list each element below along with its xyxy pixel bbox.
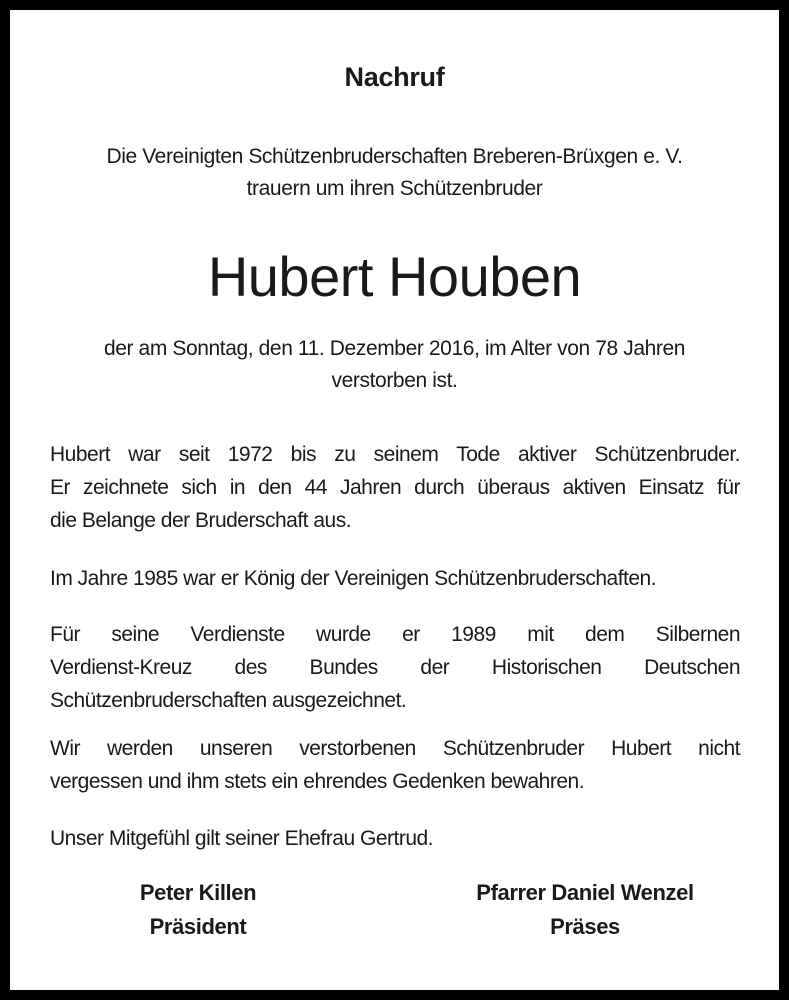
death-notice <box>10 333 779 397</box>
paragraph-line: Hubert war seit 1972 bis zu seinem Tode aktiver Schützenbruder. <box>50 443 740 466</box>
signature-president <box>48 876 348 944</box>
paragraph-line: Schützenbruderschaften ausgezeichnet. <box>50 689 407 712</box>
paragraph-line: Unser Mitgefühl gilt seiner Ehefrau Gertrud. <box>50 827 434 850</box>
signature-name: Peter Killen <box>139 880 257 905</box>
signature-praeses <box>435 876 735 944</box>
paragraph-line: vergessen und ihm stets ein ehrendes Gedenken bewahren. <box>50 770 585 793</box>
paragraph-line: Für seine Verdienste wurde er 1989 mit dem Silbernen <box>50 623 740 646</box>
paragraph-king <box>50 562 740 595</box>
paragraph-remembrance <box>50 732 740 798</box>
paragraph-award <box>50 618 740 717</box>
signature-name: Pfarrer Daniel Wenzel <box>476 880 694 905</box>
deceased-name: Hubert Houben <box>207 245 582 308</box>
paragraph-line: Im Jahre 1985 war er König der Vereinigen Schützenbruderschaften. <box>50 567 657 590</box>
paragraph-line: Wir werden unseren verstorbenen Schützenbruder Hubert nicht <box>50 737 740 760</box>
paragraph-line: Verdienst-Kreuz des Bundes der Historischen Deutschen <box>50 656 740 679</box>
intro-line: trauern um ihren Schützenbruder <box>246 177 543 200</box>
death-notice-line: der am Sonntag, den 11. Dezember 2016, im Alter von 78 Jahren <box>103 337 686 360</box>
signature-title: Präsident <box>149 914 247 939</box>
intro-line: Die Vereinigten Schützenbruderschaften Breberen-Brüxgen e. V. <box>106 145 683 168</box>
death-notice-line: verstorben ist. <box>331 369 458 392</box>
paragraph-condolence <box>50 822 740 855</box>
signature-title: Präses <box>550 914 620 939</box>
paragraph-line: Er zeichnete sich in den 44 Jahren durch überaus aktiven Einsatz für <box>50 476 740 499</box>
paragraph-membership <box>50 438 740 537</box>
intro-text <box>10 141 779 205</box>
page-title: Nachruf <box>344 62 445 92</box>
paragraph-line: die Belange der Bruderschaft aus. <box>50 509 352 532</box>
obituary-card <box>10 10 779 990</box>
